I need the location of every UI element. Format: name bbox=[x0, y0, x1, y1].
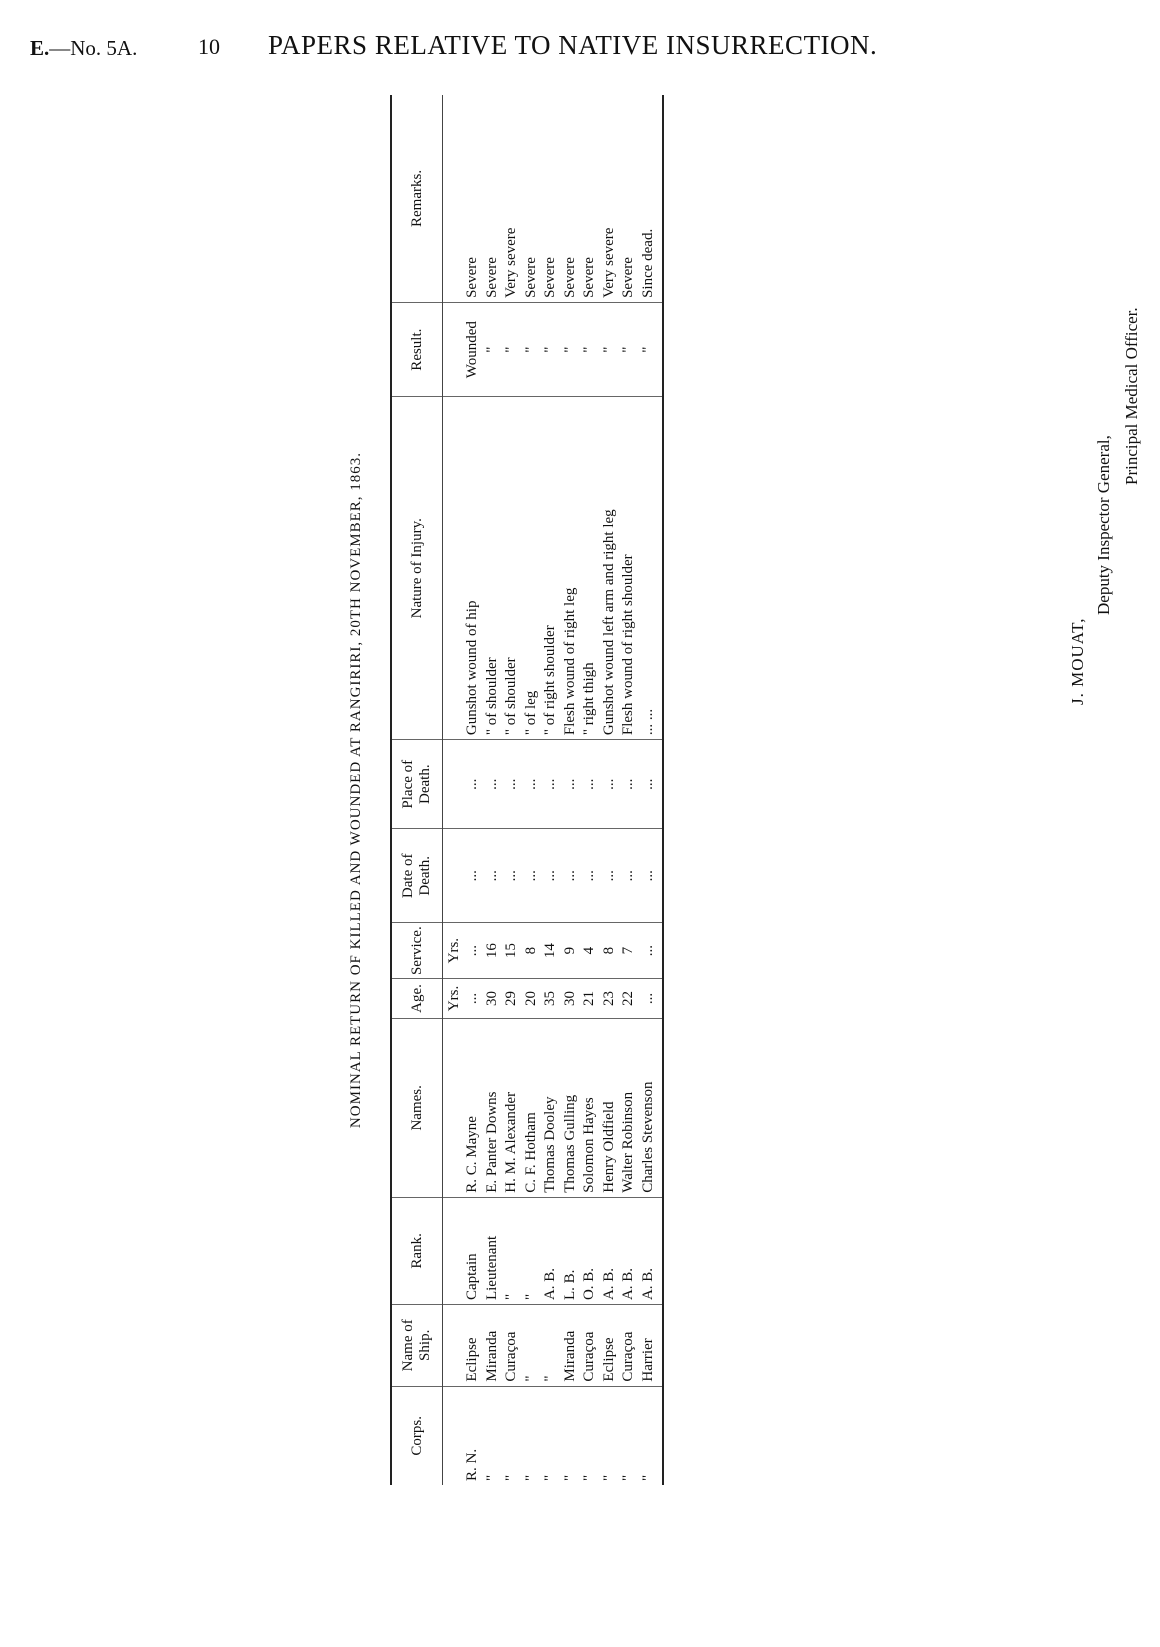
page-title: PAPERS RELATIVE TO NATIVE INSURRECTION. bbox=[268, 30, 878, 60]
rotated-table-area bbox=[340, 95, 1160, 1485]
cell-remarks: Severe bbox=[541, 95, 561, 302]
cell-place: ... bbox=[600, 740, 620, 829]
cell-injury: " of right shoulder bbox=[541, 397, 561, 740]
cell-rank: Captain bbox=[463, 1197, 483, 1304]
signatory-office: Principal Medical Officer. bbox=[1122, 307, 1141, 485]
document-reference: E.—No. 5A. bbox=[30, 36, 138, 60]
landscape-content bbox=[340, 95, 1160, 1485]
cell-name: Henry Oldfield bbox=[600, 1018, 620, 1197]
cell-age: 21 bbox=[580, 979, 600, 1019]
cell-service: 8 bbox=[600, 923, 620, 979]
cell-injury: " right thigh bbox=[580, 397, 600, 740]
cell-place: ... bbox=[639, 740, 664, 829]
cell-date: ... bbox=[502, 829, 522, 923]
cell-rank: O. B. bbox=[580, 1197, 600, 1304]
cell-name: R. C. Mayne bbox=[463, 1018, 483, 1197]
cell-age: ... bbox=[639, 979, 664, 1019]
cell-service: 7 bbox=[619, 923, 639, 979]
cell-injury: " of shoulder bbox=[483, 397, 503, 740]
cell-place: ... bbox=[580, 740, 600, 829]
cell-result: " bbox=[600, 302, 620, 396]
cell-name: Walter Robinson bbox=[619, 1018, 639, 1197]
cell-service: ... bbox=[639, 923, 664, 979]
cell-ship: Eclipse bbox=[463, 1305, 483, 1387]
cell-place: ... bbox=[502, 740, 522, 829]
cell-ship: Curaçoa bbox=[580, 1305, 600, 1387]
cell-result: " bbox=[580, 302, 600, 396]
col-header-age: Age. bbox=[391, 979, 443, 1019]
cell-service: 14 bbox=[541, 923, 561, 979]
table-title: NOMINAL RETURN OF KILLED AND WOUNDED AT RANGIRIRI, 20TH NOVEMBER, 1863. bbox=[348, 451, 364, 1129]
cell-rank: A. B. bbox=[541, 1197, 561, 1304]
cell-injury: Gunshot wound left arm and right leg bbox=[600, 397, 620, 740]
cell-ship: Miranda bbox=[561, 1305, 581, 1387]
cell-date: ... bbox=[483, 829, 503, 923]
cell-date: ... bbox=[639, 829, 664, 923]
cell-corps: " bbox=[522, 1474, 539, 1481]
cell-corps: " bbox=[620, 1474, 636, 1481]
col-header-date-of-death: Date of Death. bbox=[391, 829, 443, 923]
cell-name: Thomas Dooley bbox=[541, 1018, 561, 1197]
cell-corps: " bbox=[600, 1474, 617, 1481]
cell-remarks: Severe bbox=[580, 95, 600, 302]
cell-date: ... bbox=[463, 829, 483, 923]
cell-place: ... bbox=[463, 740, 483, 829]
cell-injury: " of leg bbox=[522, 397, 542, 740]
cell-result: " bbox=[619, 302, 639, 396]
cell-name: Charles Stevenson bbox=[639, 1018, 664, 1197]
cell-name: C. F. Hotham bbox=[522, 1018, 542, 1197]
cell-remarks: Since dead. bbox=[639, 95, 664, 302]
col-header-injury: Nature of Injury. bbox=[391, 397, 443, 740]
cell-name: E. Panter Downs bbox=[483, 1018, 503, 1197]
cell-age: 30 bbox=[483, 979, 503, 1019]
cell-rank: " bbox=[522, 1197, 542, 1304]
cell-age: 23 bbox=[600, 979, 620, 1019]
age-unit: Yrs. bbox=[443, 979, 464, 1019]
cell-remarks: Very severe bbox=[600, 95, 620, 302]
cell-result: " bbox=[561, 302, 581, 396]
cell-remarks: Severe bbox=[561, 95, 581, 302]
cell-result: " bbox=[639, 302, 664, 396]
cell-age: 20 bbox=[522, 979, 542, 1019]
cell-date: ... bbox=[580, 829, 600, 923]
cell-rank: " bbox=[502, 1197, 522, 1304]
cell-service: 8 bbox=[522, 923, 542, 979]
col-header-corps: Corps. bbox=[391, 1386, 443, 1485]
cell-name: Solomon Hayes bbox=[580, 1018, 600, 1197]
col-header-ship: Name of Ship. bbox=[391, 1305, 443, 1387]
cell-age: 22 bbox=[619, 979, 639, 1019]
cell-injury: " of shoulder bbox=[502, 397, 522, 740]
cell-ship: Curaçoa bbox=[619, 1305, 639, 1387]
col-header-place-of-death: Place of Death. bbox=[391, 740, 443, 829]
cell-rank: A. B. bbox=[600, 1197, 620, 1304]
cell-age: 29 bbox=[502, 979, 522, 1019]
cell-rank: A. B. bbox=[619, 1197, 639, 1304]
cell-result: " bbox=[541, 302, 561, 396]
cell-corps: " bbox=[503, 1474, 519, 1481]
cell-service: ... bbox=[463, 923, 483, 979]
cell-ship: " bbox=[522, 1305, 542, 1387]
cell-injury: Gunshot wound of hip bbox=[463, 397, 483, 740]
cell-corps: " bbox=[639, 1386, 664, 1485]
col-header-rank: Rank. bbox=[391, 1197, 443, 1304]
service-unit: Yrs. bbox=[443, 923, 464, 979]
cell-corps: R. N. bbox=[464, 1448, 480, 1481]
cell-remarks: Severe bbox=[463, 95, 483, 302]
cell-remarks: Very severe bbox=[502, 95, 522, 302]
cell-place: ... bbox=[541, 740, 561, 829]
cell-corps: " bbox=[483, 1474, 500, 1481]
cell-remarks: Severe bbox=[483, 95, 503, 302]
cell-place: ... bbox=[561, 740, 581, 829]
cell-place: ... bbox=[522, 740, 542, 829]
cell-date: ... bbox=[561, 829, 581, 923]
col-header-result: Result. bbox=[391, 302, 443, 396]
col-header-names: Names. bbox=[391, 1018, 443, 1197]
cell-result: " bbox=[522, 302, 542, 396]
cell-date: ... bbox=[619, 829, 639, 923]
cell-date: ... bbox=[541, 829, 561, 923]
cell-injury: Flesh wound of right shoulder bbox=[619, 397, 639, 740]
cell-service: 4 bbox=[580, 923, 600, 979]
signatory-name: J. MOUAT, bbox=[1068, 617, 1087, 705]
cell-ship: Harrier bbox=[639, 1305, 664, 1387]
cell-injury: Flesh wound of right leg bbox=[561, 397, 581, 740]
cell-ship: " bbox=[541, 1305, 561, 1387]
cell-rank: A. B. bbox=[639, 1197, 664, 1304]
cell-date: ... bbox=[600, 829, 620, 923]
col-header-service: Service. bbox=[391, 923, 443, 979]
signatory-title: Deputy Inspector General, bbox=[1094, 435, 1113, 615]
cell-age: 35 bbox=[541, 979, 561, 1019]
cell-injury: ... ... bbox=[639, 397, 664, 740]
cell-service: 16 bbox=[483, 923, 503, 979]
cell-place: ... bbox=[483, 740, 503, 829]
cell-age: 30 bbox=[561, 979, 581, 1019]
cell-corps: " bbox=[581, 1474, 597, 1481]
cell-rank: L. B. bbox=[561, 1197, 581, 1304]
col-header-remarks: Remarks. bbox=[391, 95, 443, 302]
cell-age: ... bbox=[463, 979, 483, 1019]
cell-ship: Miranda bbox=[483, 1305, 503, 1387]
cell-name: Thomas Gulling bbox=[561, 1018, 581, 1197]
cell-service: 15 bbox=[502, 923, 522, 979]
cell-corps: " bbox=[561, 1474, 578, 1481]
cell-service: 9 bbox=[561, 923, 581, 979]
cell-result: " bbox=[502, 302, 522, 396]
cell-corps: " bbox=[542, 1474, 558, 1481]
cell-ship: Eclipse bbox=[600, 1305, 620, 1387]
signature-block bbox=[340, 95, 1160, 1485]
cell-rank: Lieutenant bbox=[483, 1197, 503, 1304]
page-number: 10 bbox=[198, 34, 220, 59]
cell-ship: Curaçoa bbox=[502, 1305, 522, 1387]
cell-result: " bbox=[483, 302, 503, 396]
cell-result: Wounded bbox=[463, 302, 483, 396]
cell-date: ... bbox=[522, 829, 542, 923]
cell-remarks: Severe bbox=[522, 95, 542, 302]
cell-remarks: Severe bbox=[619, 95, 639, 302]
cell-place: ... bbox=[619, 740, 639, 829]
cell-name: H. M. Alexander bbox=[502, 1018, 522, 1197]
